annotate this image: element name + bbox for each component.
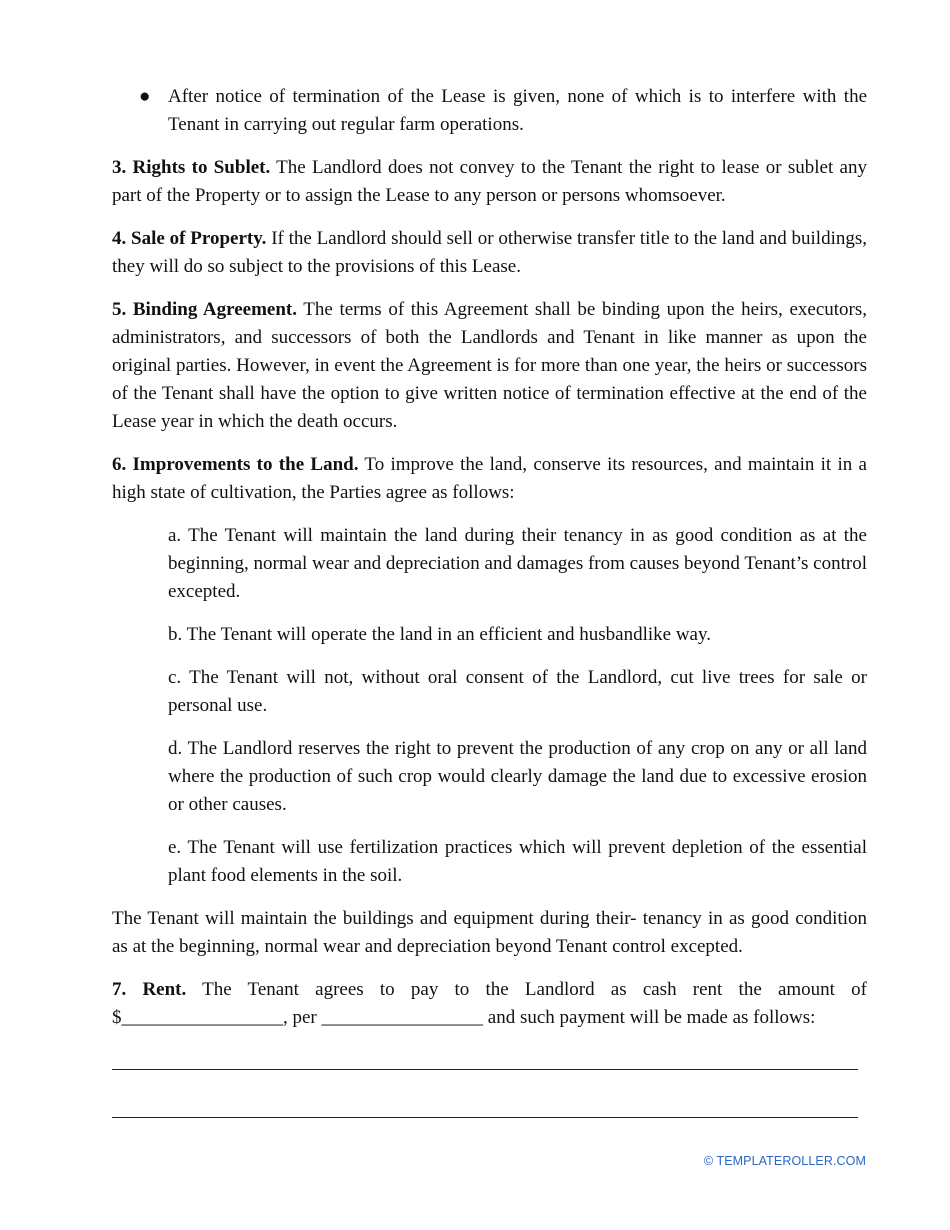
list-item-a: a. The Tenant will maintain the land during their tenancy in as good condition as at the beginning, normal wear and depreciation and damages from causes beyond Tenant’s control excepted. bbox=[168, 525, 867, 602]
bullet-text: After notice of termination of the Lease is given, none of which is to interfere with the Tenant in carrying out regular farm operations. bbox=[168, 86, 867, 135]
bullet-icon: ● bbox=[139, 86, 151, 107]
section-text: To improve the land, conserve its resources, and maintain it in a high state of cultivation, the Parties agree as follows: bbox=[112, 454, 867, 503]
section-heading: 4. Sale of Property. bbox=[112, 228, 267, 249]
list-item-b: b. The Tenant will operate the land in an efficient and husbandlike way. bbox=[168, 624, 711, 645]
section-text: If the Landlord should sell or otherwise transfer title to the land and buildings, they will do so subject to the provisions of this Lease. bbox=[112, 228, 867, 277]
section-heading: 3. Rights to Sublet. bbox=[112, 157, 271, 178]
list-item-e: e. The Tenant will use fertilization practices which will prevent depletion of the essential plant food elements in the soil. bbox=[168, 837, 867, 886]
footer-site-link[interactable]: TEMPLATEROLLER.COM bbox=[716, 1154, 866, 1168]
section-text: The terms of this Agreement shall be binding upon the heirs, executors, administrators, and successors of both the Landlords and Tenant in like manner as upon the original parties. However, in event the Agreement is for more than one year, the heirs or successors of the Tenant shall have the option to give written notice of termination effective at the end of the Lease year in which the death occurs. bbox=[112, 299, 867, 432]
section-binding-agreement bbox=[112, 296, 867, 436]
list-item-c: c. The Tenant will not, without oral consent of the Landlord, cut live trees for sale or personal use. bbox=[168, 667, 867, 716]
section-sale-of-property bbox=[112, 225, 867, 281]
footer-copyright bbox=[704, 1154, 866, 1168]
section-heading: 6. Improvements to the Land. bbox=[112, 454, 359, 475]
buildings-paragraph: The Tenant will maintain the buildings and equipment during their- tenancy in as good condition as at the beginning, normal wear and depreciation beyond Tenant control excepted. bbox=[112, 908, 867, 957]
document-body bbox=[112, 83, 867, 1118]
bullet-item bbox=[112, 83, 867, 139]
section-rent bbox=[112, 976, 867, 1032]
payment-blank-line[interactable] bbox=[112, 1117, 858, 1118]
section-rights-to-sublet bbox=[112, 154, 867, 210]
list-item-d: d. The Landlord reserves the right to prevent the production of any crop on any or all land where the production of such crop would clearly damage the land due to excessive erosion or other causes. bbox=[168, 738, 867, 815]
section-text: The Landlord does not convey to the Tenant the right to lease or sublet any part of the Property or to assign the Lease to any person or persons whomsoever. bbox=[112, 157, 867, 206]
section-improvements bbox=[112, 451, 867, 507]
copyright-icon: © bbox=[703, 1154, 714, 1168]
section-heading: 7. Rent. bbox=[112, 979, 187, 1000]
section-heading: 5. Binding Agreement. bbox=[112, 299, 297, 320]
payment-blank-line[interactable] bbox=[112, 1069, 858, 1070]
section-text: The Tenant agrees to pay to the Landlord as cash rent the amount of $_________________, per _________________ and such payment will be made as follows: bbox=[112, 979, 867, 1028]
